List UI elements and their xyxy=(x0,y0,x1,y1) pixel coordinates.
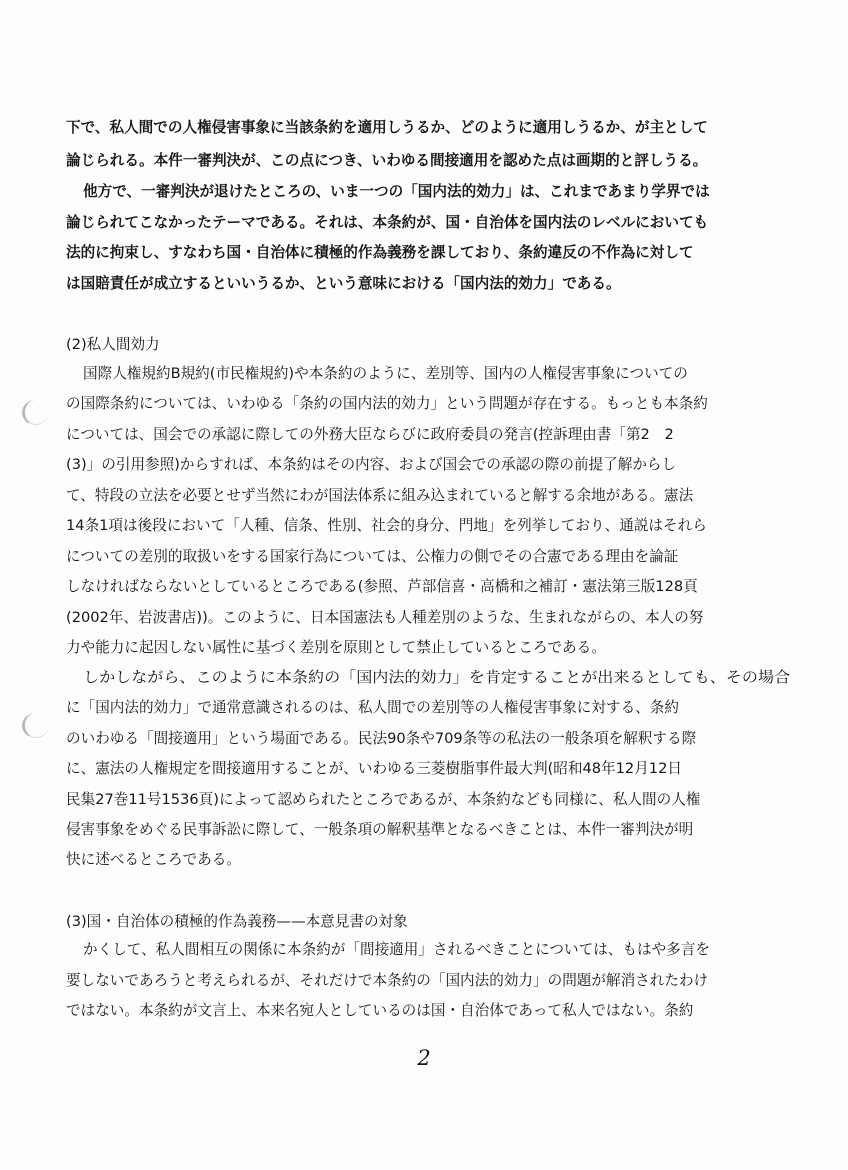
text-line: に「国内法的効力」で通常意識されるのは、私人間での差別等の人権侵害事象に対する、条約 xyxy=(66,699,679,716)
text-line: ではない。本条約が文言上、本来名宛人としているのは国・自治体であって私人ではない。条約 xyxy=(66,1002,694,1019)
section-heading: (2)私人間効力 xyxy=(66,336,160,353)
text-line: は国賠責任が成立するといいうるか、という意味における「国内法的効力」である。 xyxy=(66,275,621,292)
text-line: て、特段の立法を必要とせず当然にわが国法体系に組み込まれていると解する余地がある。憲法 xyxy=(66,487,694,504)
text-line: のいわゆる「間接適用」という場面である。民法90条や709条等の私法の一般条項を解釈する際 xyxy=(66,730,697,747)
text-line: 法的に拘束し、すなわち国・自治体に積極的作為義務を課しており、条約違反の不作為に対して xyxy=(66,244,694,261)
text-line: 要しないであろうと考えられるが、それだけで本条約の「国内法的効力」の問題が解消されたわけ xyxy=(66,972,709,989)
text-line: 論じられる。本件一審判決が、この点につき、いわゆる間接適用を認めた点は画期的と評しうる。 xyxy=(66,152,708,169)
text-line: 他方で、一審判決が退けたところの、いま一つの「国内法的効力」は、これまであまり学界では xyxy=(83,183,710,200)
text-line: についての差別的取扱いをする国家行為については、公権力の側でその合憲である理由を論証 xyxy=(66,548,679,565)
text-line: かくして、私人間相互の関係に本条約が「間接適用」されるべきことについては、もはや多言を xyxy=(83,941,710,958)
text-line: しなければならないとしているところである(参照、芦部信喜・高橋和之補訂・憲法第三版128頁 xyxy=(66,578,698,595)
text-line: 14条1項は後段において「人種、信条、性別、社会的身分、門地」を列挙しており、通説はそれら xyxy=(66,517,707,534)
text-line: については、国会での承認に際しての外務大臣ならびに政府委員の発言(控訴理由書「第2 2 xyxy=(66,426,674,443)
text-line: に、憲法の人権規定を間接適用することが、いわゆる三菱樹脂事件最大判(昭和48年12月12日 xyxy=(66,760,682,777)
text-line: 力や能力に起因しない属性に基づく差別を原則として禁止しているところである。 xyxy=(66,639,606,656)
text-line: 下で、私人間での人権侵害事象に当該条約を適用しうるか、どのように適用しうるか、が主として xyxy=(66,119,708,136)
text-line: しかしながら、このように本条約の「国内法的効力」を肯定することが出来るとしても、その場合 xyxy=(83,669,791,686)
text-line: 侵害事象をめぐる民事訴訟に際して、一般条項の解釈基準となるべきことは、本件一審判決が明 xyxy=(66,821,694,838)
section-heading: (3)国・自治体の積極的作為義務——本意見書の対象 xyxy=(66,913,408,930)
text-line: 民集27巻11号1536頁)によって認められたところであるが、本条約なども同様に、私人間の人権 xyxy=(66,791,701,808)
text-line: の国際条約については、いわゆる「条約の国内法的効力」という問題が存在する。もっとも本条約 xyxy=(66,395,708,412)
text-line: 論じられてこなかったテーマである。それは、本条約が、国・自治体を国内法のレベルにおいても xyxy=(66,214,709,231)
text-line: 国際人権規約B規約(市民権規約)や本条約のように、差別等、国内の人権侵害事象についての xyxy=(83,365,688,382)
text-line: (2002年、岩波書店))。このように、日本国憲法も人種差別のような、生まれながらの、本人の努 xyxy=(66,609,704,626)
page-number: 2 xyxy=(417,1046,431,1070)
punch-hole-mark-lower xyxy=(22,713,49,738)
text-line: 快に述べるところである。 xyxy=(66,851,241,868)
text-line: (3)」の引用参照)からすれば、本条約はその内容、および国会での承認の際の前提了解からし xyxy=(66,456,677,473)
punch-hole-mark-upper xyxy=(22,400,49,425)
